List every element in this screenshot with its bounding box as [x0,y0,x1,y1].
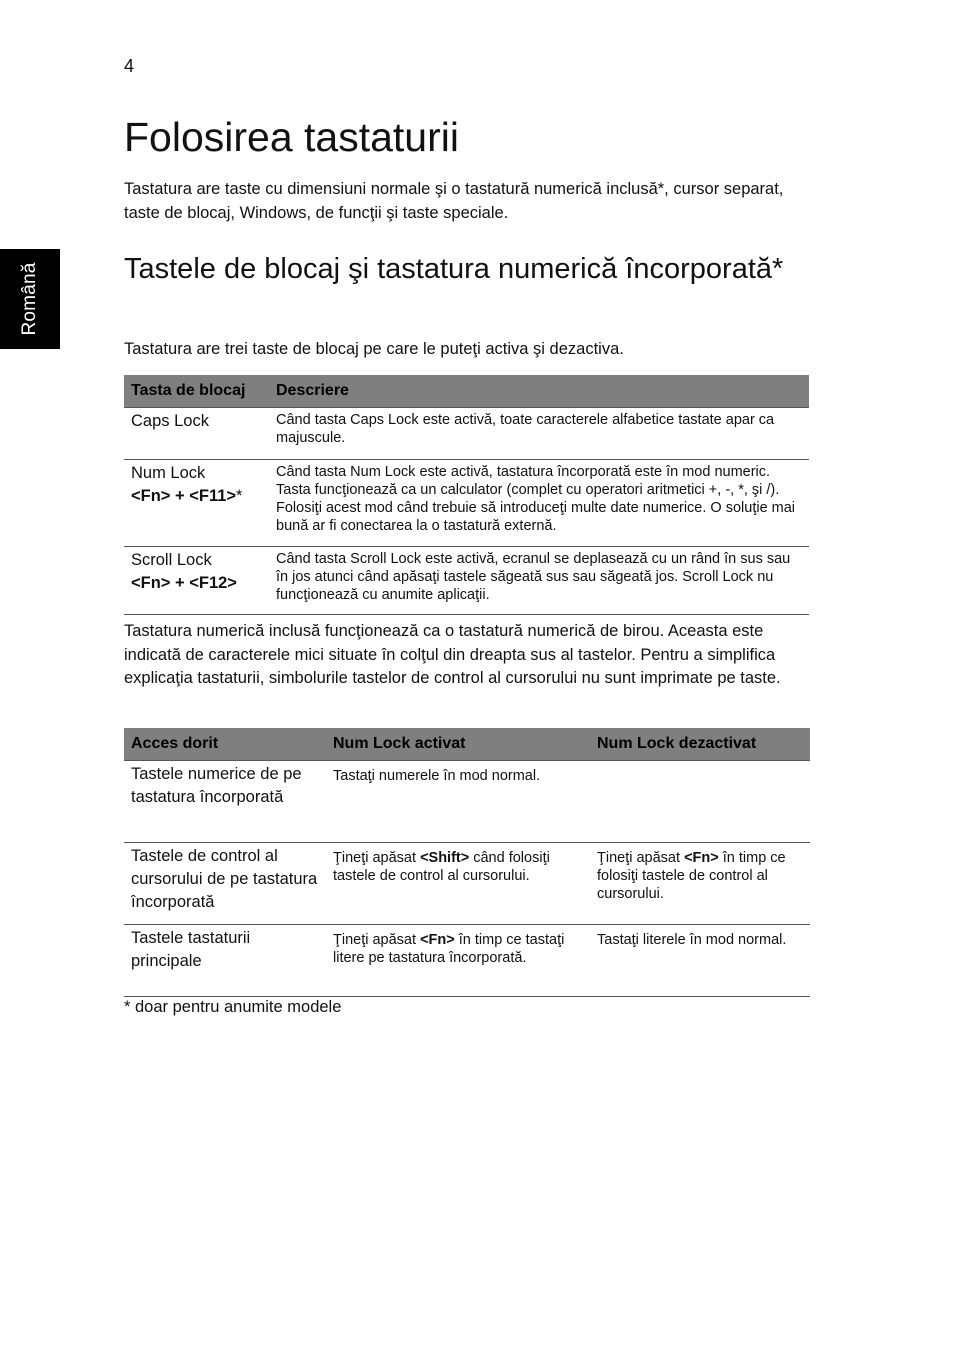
cell-text: Tastaţi literele în mod normal. [597,932,787,948]
language-side-tab [0,249,60,349]
key-combo: <Fn> + <F11> [131,487,237,505]
lock-desc-cell: Când tasta Scroll Lock este activă, ecranul se deplasează cu un rând în sus sau în jos atunci când apăsaţi tastele săgeată sus sau săgeată jos. Scroll Lock nu funcţionează cu anumite aplicaţii. [269,547,809,615]
table-header-row [124,375,809,408]
cell-text: Ţineţi apăsat [333,932,421,948]
numlock-off-cell [590,843,810,925]
footnote: * doar pentru anumite modele [124,998,342,1016]
table-row [124,408,809,460]
numlock-on-cell [326,925,590,997]
lock-key-cell [124,408,269,460]
access-table [124,728,810,997]
table-row [124,460,809,547]
lock-key-cell [124,460,269,547]
access-cell: Tastele tastaturii principale [124,925,326,997]
key-label: <Shift> [420,850,470,866]
header-description: Descriere [269,375,809,408]
cell-text: Tastaţi numerele în mod normal. [333,768,541,784]
header-lock-key: Tasta de blocaj [124,375,269,408]
cell-text: în timp ce tastaţi litere pe tastatura încorporată. [333,932,565,966]
language-label: Română [19,262,40,336]
intro-paragraph: Tastatura are taste cu dimensiuni normale şi o tastatură numerică inclusă*, cursor separat, taste de blocaj, Windows, de funcţii şi taste speciale. [124,180,784,222]
lock-keys-intro: Tastatura are trei taste de blocaj pe care le puteţi activa şi dezactiva. [124,340,624,358]
numlock-on-cell [326,761,590,843]
key-combo-suffix: * [236,487,243,505]
numlock-on-cell [326,843,590,925]
table-row [124,843,810,925]
key-combo: <Fn> + <F12> [131,574,237,592]
numlock-off-cell [590,925,810,997]
lock-key-name: Caps Lock [131,412,209,430]
page-title: Folosirea tastaturii [124,114,459,160]
numeric-keypad-paragraph: Tastatura numerică inclusă funcţionează ca o tastatură numerică de birou. Aceasta este indicată de caracterele mici situate în colţul din dreapta sus al tastelor. Pentru a simplifica explicaţia tastaturii, simbolurile tastelor de control al cursorului nu sunt imprimate pe taste. [124,622,781,687]
lock-key-cell [124,547,269,615]
table-row [124,547,809,615]
header-numlock-off: Num Lock dezactivat [590,728,810,761]
lock-key-name: Num Lock [131,464,206,482]
cell-text: când folosiţi tastele de control al cursorului. [333,850,550,884]
cell-text: Ţineţi apăsat [597,850,685,866]
header-access: Acces dorit [124,728,326,761]
table-row [124,761,810,843]
cell-text: în timp ce folosiţi tastele de control al cursorului. [597,850,786,902]
cell-text: Ţineţi apăsat [333,850,421,866]
lock-key-name: Scroll Lock [131,551,212,569]
key-label: <Fn> [684,850,719,866]
lock-desc-cell: Când tasta Num Lock este activă, tastatura încorporată este în mod numeric. Tasta funcţionează ca un calculator (complet cu operatori aritmetici +, -, *, şi /). Folosiţi acest mod când trebuie să introduceţi multe date numerice. O soluţie mai bună ar fi conectarea la o tastatură externă. [269,460,809,547]
table-header-row [124,728,810,761]
header-numlock-on: Num Lock activat [326,728,590,761]
access-cell: Tastele de control al cursorului de pe tastatura încorporată [124,843,326,925]
numlock-off-cell [590,761,810,843]
key-label: <Fn> [420,932,455,948]
table-row [124,925,810,997]
access-cell: Tastele numerice de pe tastatura încorporată [124,761,326,843]
page-number: 4 [124,56,135,76]
lock-desc-cell: Când tasta Caps Lock este activă, toate caracterele alfabetice tastate apar ca majuscule. [269,408,809,460]
section-title: Tastele de blocaj şi tastatura numerică încorporată* [124,253,784,285]
lock-keys-table [124,375,809,615]
